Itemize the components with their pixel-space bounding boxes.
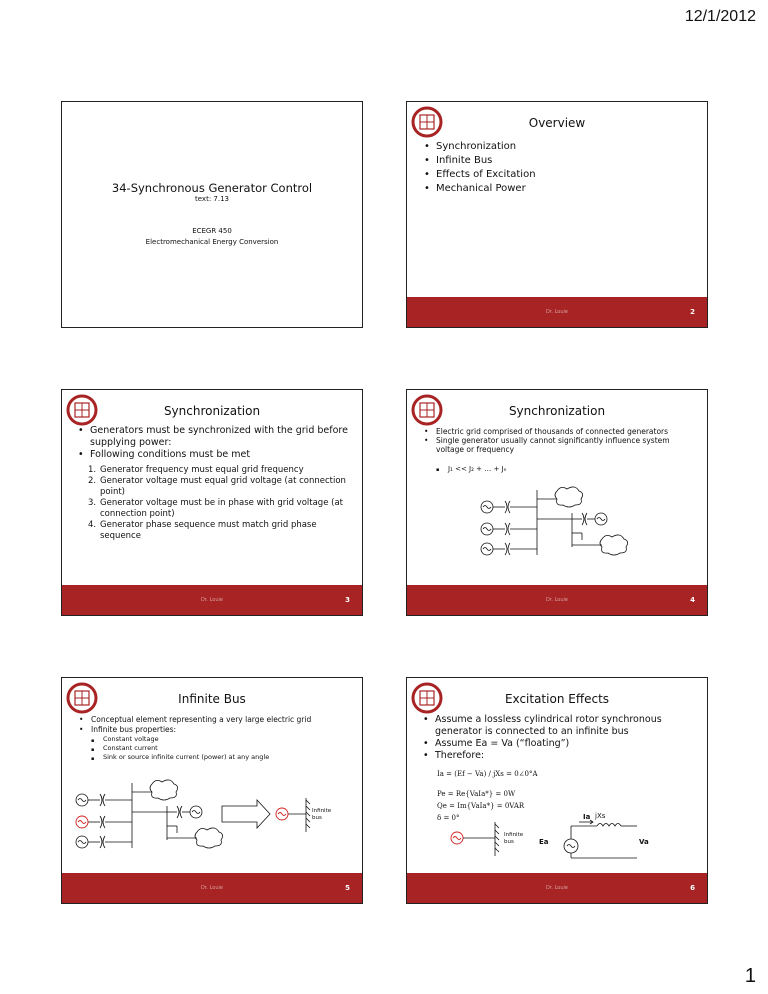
equation-real-power: Pe = Re{VaIa*} = 0W xyxy=(437,790,516,798)
list-item: • Synchronization xyxy=(424,140,536,154)
page-number: 1 xyxy=(744,965,756,987)
author: Dr. Louie xyxy=(545,597,569,603)
list-item: • Therefore: xyxy=(423,750,703,762)
slide-title: Synchronization xyxy=(508,404,606,418)
excitation-list xyxy=(423,714,703,762)
list-item: ▪ Sink or source infinite current (power) at any angle xyxy=(91,753,269,762)
list-item: • Conceptual element representing a very large electric grid xyxy=(79,715,349,725)
item-number: 1. xyxy=(88,465,97,475)
slide-2 xyxy=(406,101,708,328)
course-code: ECEGR 450 xyxy=(192,227,232,235)
list-item: ▪ J₁ << J₂ + … + Jₙ xyxy=(436,465,506,473)
slide-5 xyxy=(61,677,363,904)
list-item xyxy=(88,498,358,520)
list-item: • Effects of Excitation xyxy=(424,168,536,182)
slide-4 xyxy=(406,389,708,616)
list-item: ▪ Constant current xyxy=(91,744,269,753)
item-text: Generator voltage must be in phase with grid voltage (at connection point) xyxy=(100,498,343,519)
course-name: Electromechanical Energy Conversion xyxy=(145,238,279,246)
ea-label: Ea xyxy=(539,838,549,846)
item-number: 3. xyxy=(88,498,97,508)
slide-title: Overview xyxy=(528,116,586,130)
inertia-note xyxy=(436,465,506,473)
author: Dr. Louie xyxy=(545,309,569,315)
item-text: Generator frequency must equal grid frequency xyxy=(100,465,304,475)
list-item: ▪ Constant voltage xyxy=(91,735,269,744)
slide-1 xyxy=(61,101,363,328)
list-item: • Infinite Bus xyxy=(424,154,536,168)
slide-footer xyxy=(407,297,707,327)
list-item: • Electric grid comprised of thousands of connected generators xyxy=(424,427,684,436)
list-item: • Infinite bus properties: xyxy=(79,725,349,735)
slide-footer xyxy=(62,873,362,903)
infinite-bus-diagram xyxy=(72,778,312,858)
item-number: 2. xyxy=(88,476,97,486)
slide-number: 6 xyxy=(690,884,695,892)
slide-footer xyxy=(407,585,707,615)
grid-diagram xyxy=(477,485,627,565)
equation-reactive-power: Qe = Im{VaIa*} = 0VAR xyxy=(437,802,525,810)
slide-number: 4 xyxy=(690,596,695,604)
va-label: Va xyxy=(639,838,649,846)
list-item xyxy=(88,465,358,476)
item-text: Generator phase sequence must match grid phase sequence xyxy=(100,520,317,541)
author: Dr. Louie xyxy=(545,885,569,891)
slide-footer xyxy=(407,873,707,903)
conditions-list xyxy=(78,465,358,542)
current-label: Ia xyxy=(583,813,591,821)
list-item: • Assume Ea = Va (“floating”) xyxy=(423,738,703,750)
item-text: Generator voltage must equal grid voltage (at connection point) xyxy=(100,476,346,497)
item-number: 4. xyxy=(88,520,97,530)
list-item: • Mechanical Power xyxy=(424,182,536,196)
slide-title: 34-Synchronous Generator Control xyxy=(111,181,313,195)
list-item: • Generators must be synchronized with the grid before supplying power: xyxy=(78,425,348,449)
equivalent-circuit xyxy=(447,808,662,863)
properties-list xyxy=(91,735,269,762)
slide-title: Infinite Bus xyxy=(178,692,246,706)
infinite-bus-list xyxy=(79,715,349,735)
slide-title: Excitation Effects xyxy=(504,692,610,706)
infinite-bus-label: Infinite bus xyxy=(312,808,332,821)
sync-list xyxy=(78,425,348,461)
text-reference: text: 7.13 xyxy=(195,195,229,203)
list-item xyxy=(88,520,358,542)
overview-list xyxy=(424,140,536,196)
equation-delta: δ = 0° xyxy=(437,814,460,822)
slide-number: 5 xyxy=(345,884,350,892)
list-item xyxy=(88,476,358,498)
infinite-bus-label: Infinite bus xyxy=(504,832,524,845)
list-item: • Single generator usually cannot significantly influence system voltage or frequency xyxy=(424,436,684,454)
slide-6 xyxy=(406,677,708,904)
list-item: • Following conditions must be met xyxy=(78,449,348,461)
slide-title: Synchronization xyxy=(163,404,261,418)
list-item: • Assume a lossless cylindrical rotor synchronous generator is connected to an infinite bus xyxy=(423,714,703,738)
page-date: 12/1/2012 xyxy=(684,8,756,25)
author: Dr. Louie xyxy=(200,597,224,603)
slide-footer xyxy=(62,585,362,615)
slide-number: 3 xyxy=(345,596,350,604)
slide-3 xyxy=(61,389,363,616)
slide-number: 2 xyxy=(690,308,695,316)
reactance-label: jXs xyxy=(595,812,606,820)
equation-current: Ia = (Ef − Va) / jXs = 0∠0°A xyxy=(437,770,538,778)
grid-list xyxy=(424,427,684,454)
author: Dr. Louie xyxy=(200,885,224,891)
